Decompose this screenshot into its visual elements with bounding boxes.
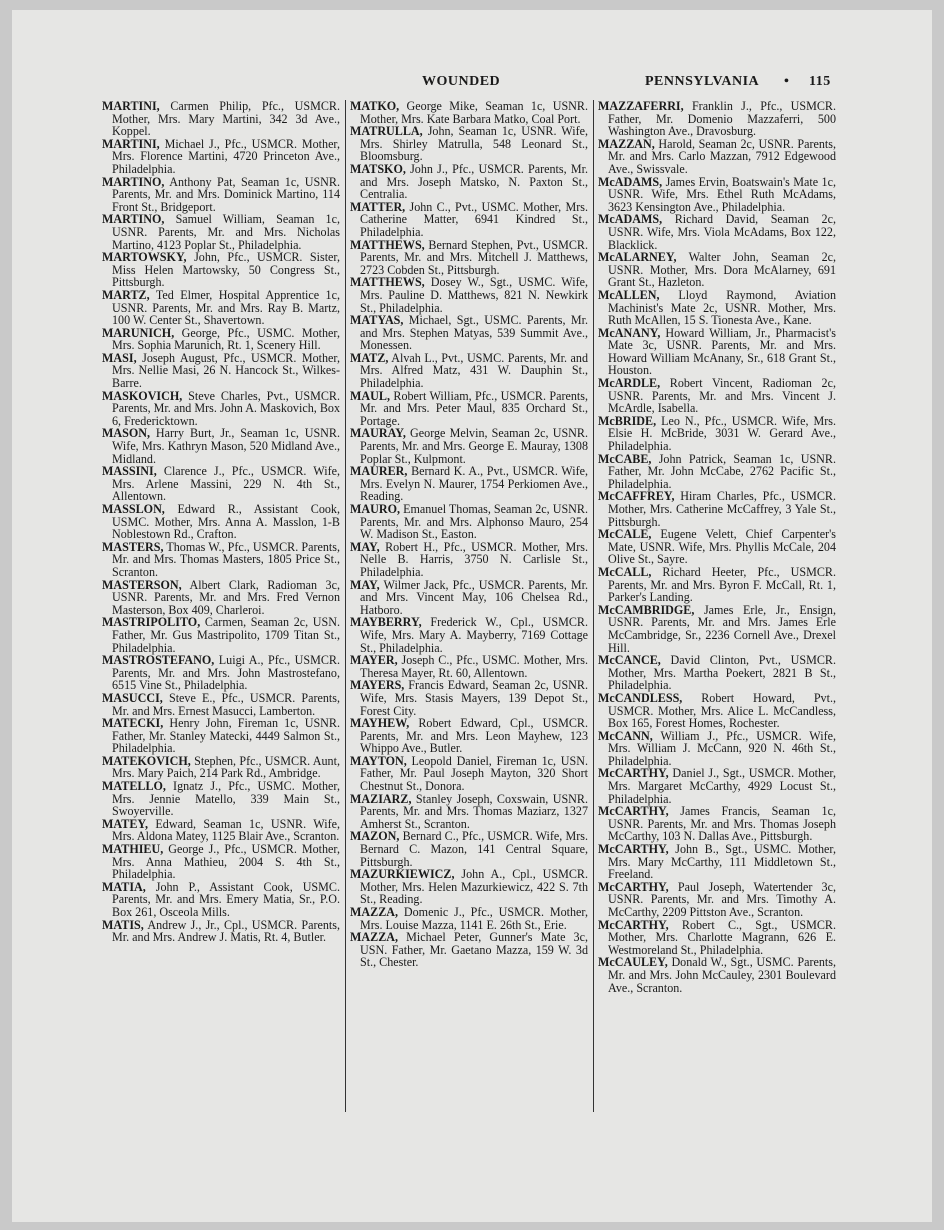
entry-surname: MATECKI, xyxy=(102,716,164,731)
entry-details: Bernard C., Pfc., USMCR. Wife, Mrs. Bernard C. Mazon, 141 Central Square, Pittsburgh. xyxy=(360,829,588,869)
entry-details: Robert Edward, Cpl., USMCR. Parents, Mr. and Mrs. Leon Mayhew, 123 Whippo Ave., Butler. xyxy=(360,716,588,756)
entry-surname: MARTZ, xyxy=(102,287,150,302)
entry-surname: MAYHEW, xyxy=(350,716,410,731)
casualty-entry xyxy=(102,390,340,428)
entry-details: Steve E., Pfc., USMCR. Parents, Mr. and Mrs. Ernest Masucci, Lamberton. xyxy=(112,690,341,718)
entry-surname: MASTRIPOLITO, xyxy=(102,615,201,630)
entry-surname: McCARTHY, xyxy=(598,804,669,819)
casualty-entry xyxy=(102,755,340,780)
entry-details: Steve Charles, Pvt., USMCR. Parents, Mr. and Mrs. John A. Maskovich, Box 6, Fredericktown. xyxy=(112,388,340,428)
entry-surname: MASON, xyxy=(102,426,151,441)
casualty-entry xyxy=(350,654,588,679)
entry-surname: MATHIEU, xyxy=(102,842,164,857)
entry-surname: MATKO, xyxy=(350,99,400,113)
entry-details: Lloyd Raymond, Aviation Machinist's Mate 2c, USNR. Mother, Mrs. Ruth McAllen, 15 S. Tionesta Ave., Kane. xyxy=(608,287,836,328)
entry-surname: MATIA, xyxy=(102,879,146,894)
entry-details: Paul Joseph, Watertender 3c, USNR. Parents, Mr. and Mrs. Timothy A. McCarthy, 2209 Pittston Ave., Scranton. xyxy=(608,879,836,919)
entry-details: Wilmer Jack, Pfc., USMCR. Parents, Mr. and Mrs. Vincent May, 106 Chelsea Rd., Hatboro. xyxy=(360,577,588,617)
casualty-entry xyxy=(598,654,836,692)
entry-details: John A., Cpl., USMCR. Mother, Mrs. Helen Mazurkiewicz, 422 S. 7th St., Reading. xyxy=(360,867,589,907)
casualty-entry xyxy=(350,465,588,503)
casualty-entry xyxy=(102,692,340,717)
casualty-entry xyxy=(350,868,588,906)
casualty-entry xyxy=(350,276,588,314)
casualty-entry xyxy=(598,490,836,528)
entry-details: Clarence J., Pfc., USMCR. Wife, Mrs. Arlene Massini, 229 N. 4th St., Allentown. xyxy=(112,464,340,504)
entry-surname: MARTINO, xyxy=(102,212,165,227)
entry-surname: MATYAS, xyxy=(350,313,404,328)
casualty-entry xyxy=(350,579,588,617)
entry-details: Robert Howard, Pvt., USMCR. Mother, Mrs. Alice L. McCandless, Box 165, Forest Homes, Rochester. xyxy=(608,690,837,731)
casualty-entry xyxy=(102,465,340,503)
entry-details: George J., Pfc., USMCR. Mother, Mrs. Anna Mathieu, 2004 S. 4th St., Philadelphia. xyxy=(112,842,340,882)
entry-details: James Ervin, Boatswain's Mate 1c, USNR. Wife, Mrs. Ethel Ruth McAdams, 3623 Kensington Ave., Philadelphia. xyxy=(608,174,836,214)
entry-surname: McCALE, xyxy=(598,527,652,542)
casualty-entry xyxy=(102,541,340,579)
entry-surname: MAYERS, xyxy=(350,678,405,693)
entry-surname: MASI, xyxy=(102,350,137,365)
casualty-entry xyxy=(102,100,340,138)
entry-details: John B., Sgt., USMC. Mother, Mrs. Mary McCarthy, 111 Middletown St., Freeland. xyxy=(608,842,836,882)
entry-surname: MASSINI, xyxy=(102,464,157,479)
casualty-entry xyxy=(102,213,340,251)
entry-surname: McCARTHY, xyxy=(598,766,669,781)
entry-surname: MARTINI, xyxy=(102,136,160,151)
entry-surname: McBRIDE, xyxy=(598,413,657,428)
entry-surname: MATEKOVICH, xyxy=(102,753,191,768)
casualty-entry xyxy=(598,213,836,251)
casualty-entry xyxy=(350,755,588,793)
entry-surname: McADAMS, xyxy=(598,174,663,189)
entry-details: Albert Clark, Radioman 3c, USNR. Parents, Mr. and Mrs. Fred Vernon Masterson, Box 409, Charleroi. xyxy=(112,577,340,617)
entry-surname: McCANN, xyxy=(598,728,653,743)
casualty-entry xyxy=(350,793,588,831)
entry-details: Edward R., Assistant Cook, USMC. Mother, Mrs. Anna A. Masslon, 1-B Noblestown Rd., Crafton. xyxy=(112,502,340,542)
entry-details: John, Seaman 1c, USNR. Wife, Mrs. Shirley Matrulla, 548 Leonard St., Bloomsburg. xyxy=(360,124,588,164)
entry-details: Richard Heeter, Pfc., USMCR. Parents, Mr. and Mrs. Byron F. McCall, Rt. 1, Parker's Landing. xyxy=(608,564,836,605)
entry-surname: MASUCCI, xyxy=(102,690,163,705)
casualty-entry xyxy=(598,176,836,214)
casualty-entry xyxy=(102,654,340,692)
entry-details: Joseph C., Pfc., USMC. Mother, Mrs. Theresa Mayer, Rt. 60, Allentown. xyxy=(360,653,588,680)
entry-surname: MATZ, xyxy=(350,350,389,365)
page-header xyxy=(12,74,932,92)
casualty-entry xyxy=(350,830,588,868)
casualty-entry xyxy=(102,843,340,881)
entry-details: Robert Vincent, Radioman 2c, USNR. Parents, Mr. and Mrs. Vincent J. McArdle, Isabella. xyxy=(608,376,836,416)
casualty-entry xyxy=(598,919,836,957)
entry-details: Walter John, Seaman 2c, USNR. Mother, Mrs. Dora McAlarney, 691 Grant St., Hazleton. xyxy=(608,250,837,290)
entry-surname: McCAULEY, xyxy=(598,955,668,970)
casualty-entry xyxy=(598,415,836,453)
entry-surname: MAURAY, xyxy=(350,426,406,441)
entry-details: Luigi A., Pfc., USMCR. Parents, Mr. and Mrs. John Mastrostefano, 6515 Vine St., Philadelphia. xyxy=(112,653,340,693)
casualty-entry xyxy=(102,138,340,176)
entry-details: Thomas W., Pfc., USMCR. Parents, Mr. and Mrs. Thomas Masters, 1805 Price St., Scranton. xyxy=(112,539,340,579)
entry-details: Leo N., Pfc., USMCR. Wife, Mrs. Elsie H. McBride, 3031 W. Gerard Ave., Philadelphia. xyxy=(608,413,836,454)
entry-details: William J., Pfc., USMCR. Wife, Mrs. William J. McCann, 920 N. 46th St., Philadelphia. xyxy=(608,728,836,768)
entry-surname: McALLEN, xyxy=(598,287,660,302)
entry-details: Harry Burt, Jr., Seaman 1c, USNR. Wife, Mrs. Kathryn Mason, 520 Midland Ave., Midland. xyxy=(112,426,340,466)
entry-surname: McARDLE, xyxy=(598,376,661,391)
column-3 xyxy=(598,100,836,994)
entry-details: David Clinton, Pvt., USMCR. Mother, Mrs. Martha Poekert, 2821 B St., Philadelphia. xyxy=(608,653,836,693)
entry-surname: MAYTON, xyxy=(350,753,407,768)
entry-details: Leopold Daniel, Fireman 1c, USN. Father, Mr. Paul Joseph Mayton, 320 Short Chestnut St., Donora. xyxy=(360,753,588,794)
entry-surname: McCARTHY, xyxy=(598,917,669,932)
entry-surname: MAZZAFERRI, xyxy=(598,99,684,113)
casualty-entry xyxy=(350,201,588,239)
entry-surname: MASTERSON, xyxy=(102,577,182,592)
casualty-entry xyxy=(350,239,588,277)
entry-details: Michael, Sgt., USMC. Parents, Mr. and Mrs. Stephen Matyas, 539 Summit Ave., Monessen. xyxy=(360,313,588,353)
casualty-entry xyxy=(350,541,588,579)
entry-surname: McCANDLESS, xyxy=(598,690,683,705)
casualty-entry xyxy=(102,503,340,541)
casualty-entry xyxy=(102,881,340,919)
casualty-entry xyxy=(102,427,340,465)
casualty-entry xyxy=(350,352,588,390)
casualty-entry xyxy=(350,503,588,541)
column-divider xyxy=(345,100,346,1112)
entry-details: Hiram Charles, Pfc., USMCR. Mother, Mrs. Catherine McCaffrey, 3 Yale St., Pittsburgh. xyxy=(608,489,836,529)
entry-details: Dosey W., Sgt., USMC. Wife, Mrs. Pauline D. Matthews, 821 N. Newkirk St., Philadelphia. xyxy=(360,275,588,315)
page-number: 115 xyxy=(809,74,831,89)
casualty-entry xyxy=(598,604,836,654)
document-page xyxy=(12,10,932,1222)
casualty-entry xyxy=(350,906,588,931)
entry-details: Alvah L., Pvt., USMC. Parents, Mr. and Mrs. Alfred Matz, 431 W. Dauphin St., Philadelphia. xyxy=(360,350,588,391)
entry-details: Joseph August, Pfc., USMCR. Mother, Mrs. Nellie Masi, 26 N. Hancock St., Wilkes-Barre. xyxy=(112,350,340,391)
entry-surname: MATRULLA, xyxy=(350,124,423,139)
casualty-entry xyxy=(598,843,836,881)
entry-details: Bernard Stephen, Pvt., USMCR. Parents, Mr. and Mrs. Mitchell J. Matthews, 2723 Cobden St., Pittsburgh. xyxy=(360,237,588,277)
entry-surname: MAZON, xyxy=(350,829,400,844)
entry-surname: MARUNICH, xyxy=(102,325,175,340)
entry-surname: MATIS, xyxy=(102,917,144,932)
entry-surname: McCAMBRIDGE, xyxy=(598,602,695,617)
entry-surname: McCAFFREY, xyxy=(598,489,675,504)
entry-details: James Francis, Seaman 1c, USNR. Parents, Mr. and Mrs. Thomas Joseph McCarthy, 103 N. Dallas Ave., Pittsburgh. xyxy=(608,804,836,844)
entry-details: George Mike, Seaman 1c, USNR. Mother, Mrs. Kate Barbara Matko, Coal Port. xyxy=(360,99,588,126)
entry-details: Domenic J., Pfc., USMCR. Mother, Mrs. Louise Mazza, 1141 E. 26th St., Erie. xyxy=(360,905,588,932)
entry-details: John, Pfc., USMCR. Sister, Miss Helen Martowsky, 50 Congress St., Pittsburgh. xyxy=(112,250,340,290)
entry-details: Anthony Pat, Seaman 1c, USNR. Parents, Mr. and Mrs. Dominick Martino, 114 Front St., Bridgeport. xyxy=(112,174,341,214)
entry-surname: MATEY, xyxy=(102,816,149,831)
section-title: WOUNDED xyxy=(422,74,501,89)
column-2 xyxy=(350,100,588,969)
entry-surname: McCARTHY, xyxy=(598,842,669,857)
casualty-entry xyxy=(102,251,340,289)
casualty-entry xyxy=(350,314,588,352)
casualty-entry xyxy=(102,616,340,654)
casualty-entry xyxy=(598,881,836,919)
casualty-entry xyxy=(102,818,340,843)
casualty-entry xyxy=(598,138,836,176)
entry-details: Carmen Philip, Pfc., USMCR. Mother, Mrs. Mary Martini, 342 3d Ave., Koppel. xyxy=(112,99,340,139)
casualty-entry xyxy=(598,566,836,604)
entry-surname: MARTINI, xyxy=(102,99,160,113)
entry-surname: MAY, xyxy=(350,539,380,554)
entry-surname: MAUL, xyxy=(350,388,390,403)
entry-surname: MATELLO, xyxy=(102,779,166,794)
casualty-entry xyxy=(102,579,340,617)
casualty-entry xyxy=(350,931,588,969)
casualty-entry xyxy=(598,956,836,994)
entry-details: Samuel William, Seaman 1c, USNR. Parents, Mr. and Mrs. Nicholas Martino, 4123 Poplar St., Philadelphia. xyxy=(112,212,340,252)
casualty-entry xyxy=(102,352,340,390)
entry-surname: MAURO, xyxy=(350,502,401,516)
state-title: PENNSYLVANIA xyxy=(645,74,760,89)
entry-surname: MASTERS, xyxy=(102,539,164,554)
entry-details: Carmen, Seaman 2c, USN. Father, Mr. Gus Mastripolito, 1709 Titan St., Philadelphia. xyxy=(112,615,340,655)
casualty-entry xyxy=(598,453,836,491)
entry-surname: McADAMS, xyxy=(598,212,663,227)
casualty-entry xyxy=(598,805,836,843)
entry-details: Harold, Seaman 2c, USNR. Parents, Mr. and Mrs. Carlo Mazzan, 7912 Edgewood Ave., Swissvale. xyxy=(608,136,836,176)
entry-surname: MATTER, xyxy=(350,199,406,214)
casualty-entry xyxy=(102,780,340,818)
entry-details: Francis Edward, Seaman 2c, USNR. Wife, Mrs. Stasis Mayers, 139 Depot St., Forest City. xyxy=(360,678,588,718)
casualty-entry xyxy=(350,616,588,654)
casualty-entry xyxy=(598,730,836,768)
casualty-entry xyxy=(102,176,340,214)
entry-surname: MAZIARZ, xyxy=(350,791,412,806)
entry-details: Howard William, Jr., Pharmacist's Mate 3c, USNR. Parents, Mr. and Mrs. Howard William McAnany, Sr., 618 Grant St., Houston. xyxy=(608,325,836,378)
entry-surname: MAZZA, xyxy=(350,905,399,919)
casualty-entry xyxy=(598,692,836,730)
casualty-entry xyxy=(350,163,588,201)
entry-details: Michael Peter, Gunner's Mate 3c, USN. Father, Mr. Gaetano Mazza, 159 W. 3d St., Chester. xyxy=(360,930,588,970)
entry-surname: McANANY, xyxy=(598,325,661,340)
entry-surname: MASSLON, xyxy=(102,502,165,516)
entry-details: Robert H., Pfc., USMCR. Mother, Mrs. Nelle B. Harris, 3750 N. Carlisle St., Philadelphia. xyxy=(360,539,588,579)
entry-details: Ignatz J., Pfc., USMC. Mother, Mrs. Jennie Matello, 339 Main St., Swoyerville. xyxy=(112,779,340,819)
entry-details: John J., Pfc., USMCR. Parents, Mr. and Mrs. Joseph Matsko, N. Paxton St., Centralia. xyxy=(360,161,588,202)
entry-surname: MAZURKIEWICZ, xyxy=(350,867,455,882)
entry-details: Ted Elmer, Hospital Apprentice 1c, USNR. Parents, Mr. and Mrs. Ray B. Martz, 100 W. Center St., Shavertown. xyxy=(112,287,340,328)
casualty-entry xyxy=(350,100,588,125)
entry-details: Bernard K. A., Pvt., USMCR. Wife, Mrs. Evelyn N. Maurer, 1754 Perkiomen Ave., Reading. xyxy=(360,464,588,504)
casualty-entry xyxy=(598,767,836,805)
entry-surname: McCANCE, xyxy=(598,653,661,668)
entry-details: Michael J., Pfc., USMCR. Mother, Mrs. Florence Martini, 4720 Princeton Ave., Philadelphia. xyxy=(112,136,340,176)
entry-surname: MATTHEWS, xyxy=(350,275,425,290)
casualty-entry xyxy=(350,390,588,428)
entry-details: Franklin J., Pfc., USMCR. Father, Mr. Domenio Mazzaferri, 500 Washington Ave., Dravosburg. xyxy=(608,99,836,139)
entry-surname: MAY, xyxy=(350,577,380,592)
entry-details: Frederick W., Cpl., USMCR. Wife, Mrs. Mary A. Mayberry, 7169 Cottage St., Philadelphia. xyxy=(360,615,588,655)
entry-surname: McCARTHY, xyxy=(598,879,669,894)
entry-details: John Patrick, Seaman 1c, USNR. Father, Mr. John McCabe, 2762 Pacific St., Philadelphia. xyxy=(608,451,836,491)
entry-details: Stephen, Pfc., USMCR. Aunt, Mrs. Mary Paich, 214 Park Rd., Ambridge. xyxy=(112,753,340,781)
casualty-entry xyxy=(102,289,340,327)
casualty-entry xyxy=(350,125,588,163)
casualty-entry xyxy=(598,377,836,415)
casualty-entry xyxy=(102,717,340,755)
casualty-entry xyxy=(598,289,836,327)
casualty-entry xyxy=(350,717,588,755)
entry-details: Donald W., Sgt., USMC. Parents, Mr. and Mrs. John McCauley, 2301 Boulevard Ave., Scranton. xyxy=(608,955,837,995)
casualty-entry xyxy=(598,100,836,138)
entry-surname: MAYBERRY, xyxy=(350,615,422,630)
entry-surname: MAZZA, xyxy=(350,930,399,945)
entry-details: George, Pfc., USMC. Mother, Mrs. Sophia Marunich, Rt. 1, Scenery Hill. xyxy=(112,325,340,353)
column-divider xyxy=(593,100,594,1112)
entry-surname: MATSKO, xyxy=(350,161,406,176)
casualty-entry xyxy=(598,528,836,566)
entry-details: James Erle, Jr., Ensign, USNR. Parents, Mr. and Mrs. James Erle McCambridge, Sr., 2236 Cornell Ave., Drexel Hill. xyxy=(608,602,836,655)
casualty-entry xyxy=(598,251,836,289)
entry-surname: McCALL, xyxy=(598,564,652,579)
entry-surname: MAURER, xyxy=(350,464,408,479)
entry-details: Robert William, Pfc., USMCR. Parents, Mr. and Mrs. Peter Maul, 835 Orchard St., Portage. xyxy=(360,388,588,428)
entry-details: Robert C., Sgt., USMCR. Mother, Mrs. Charlotte Magrann, 626 E. Westmoreland St., Philadelphia. xyxy=(608,917,836,957)
entry-details: Eugene Velett, Chief Carpenter's Mate, USNR. Wife, Mrs. Phyllis McCale, 204 Olive St., Sayre. xyxy=(608,527,836,567)
column-1 xyxy=(102,100,340,944)
casualty-entry xyxy=(598,327,836,377)
entry-surname: MAZZAN, xyxy=(598,136,655,151)
casualty-entry xyxy=(102,327,340,352)
entry-surname: MATTHEWS, xyxy=(350,237,425,252)
entry-surname: MASKOVICH, xyxy=(102,388,183,403)
casualty-entry xyxy=(350,427,588,465)
casualty-entry xyxy=(350,679,588,717)
entry-details: Henry John, Fireman 1c, USNR. Father, Mr. Stanley Matecki, 4449 Salmon St., Philadelphia. xyxy=(112,716,340,756)
entry-surname: MARTOWSKY, xyxy=(102,250,187,265)
header-bullet: • xyxy=(784,74,790,89)
entry-surname: McALARNEY, xyxy=(598,250,677,265)
entry-details: George Melvin, Seaman 2c, USNR. Parents, Mr. and Mrs. George E. Mauray, 1308 Poplar St., Kulpmont. xyxy=(360,426,588,466)
entry-surname: MARTINO, xyxy=(102,174,165,189)
entry-details: Richard David, Seaman 2c, USNR. Wife, Mrs. Viola McAdams, Box 122, Blacklick. xyxy=(608,212,836,252)
entry-details: John P., Assistant Cook, USMC. Parents, Mr. and Mrs. Emery Matia, Sr., P.O. Box 261, Osceola Mills. xyxy=(112,879,340,919)
entry-surname: McCABE, xyxy=(598,451,652,466)
entry-details: Edward, Seaman 1c, USNR. Wife, Mrs. Aldona Matey, 1125 Blair Ave., Scranton. xyxy=(112,816,340,844)
casualty-entry xyxy=(102,919,340,944)
entry-details: John C., Pvt., USMC. Mother, Mrs. Catherine Matter, 6941 Kindred St., Philadelphia. xyxy=(360,199,588,239)
entry-details: Daniel J., Sgt., USMCR. Mother, Mrs. Margaret McCarthy, 4929 Locust St., Philadelphia. xyxy=(608,766,836,806)
entry-details: Andrew J., Jr., Cpl., USMCR. Parents, Mr. and Mrs. Andrew J. Matis, Rt. 4, Butler. xyxy=(112,917,340,945)
entry-surname: MASTROSTEFANO, xyxy=(102,653,215,668)
entry-surname: MAYER, xyxy=(350,653,398,668)
entry-details: Emanuel Thomas, Seaman 2c, USNR. Parents, Mr. and Mrs. Alphonso Mauro, 254 W. Madison St., Easton. xyxy=(360,502,588,542)
entry-details: Stanley Joseph, Coxswain, USNR. Parents, Mr. and Mrs. Thomas Maziarz, 1327 Amherst St., Scranton. xyxy=(360,791,588,831)
